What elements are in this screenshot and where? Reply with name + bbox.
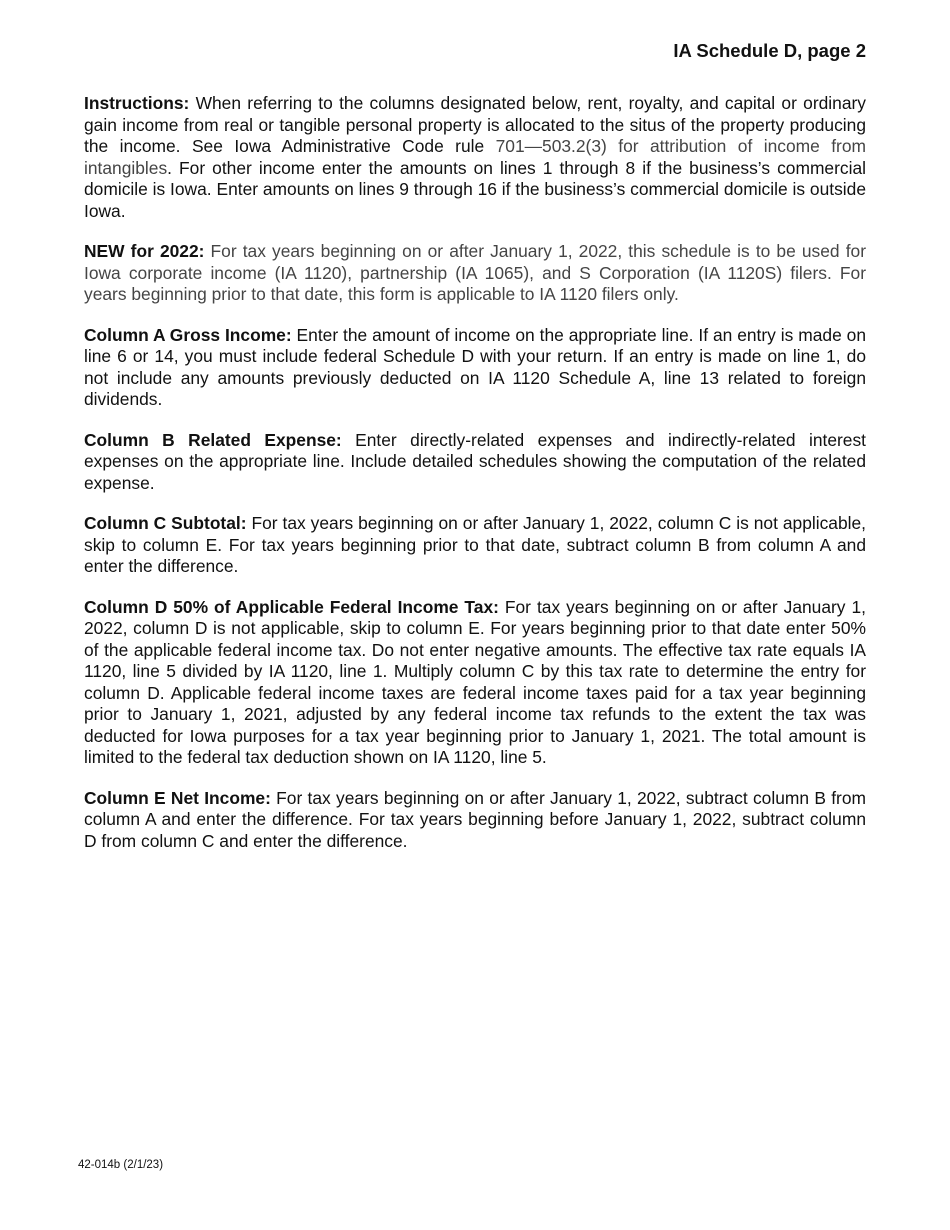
new-2022-paragraph — [84, 241, 866, 306]
instructions-body — [84, 93, 866, 871]
column-a-paragraph — [84, 325, 866, 411]
column-c-heading: Column C Subtotal: — [84, 513, 247, 533]
column-e-text: For tax years beginning on or after January 1, 2022, subtract column B from column A and enter the difference. For tax years beginning before January 1, 2022, subtract column D from column C and enter the difference. — [84, 787, 866, 851]
instructions-paragraph — [84, 93, 866, 222]
instructions-text: When referring to the columns designated below, rent, royalty, and capital or ordinary gain income from real or tangible personal property is allocated to the situs of the property producing the income. See Iowa Administrative Code rule — [84, 93, 866, 156]
column-d-paragraph — [84, 597, 866, 769]
column-c-paragraph — [84, 513, 866, 578]
instructions-text-continued: . For other income enter the amounts on lines 1 through 8 if the business’s commercial domicile is Iowa. Enter amounts on lines 9 through 16 if the business’s commercial domicile is outside Iowa. — [84, 157, 866, 221]
column-e-heading: Column E Net Income: — [84, 787, 271, 808]
instructions-heading: Instructions: — [84, 93, 190, 113]
column-a-text: Enter the amount of income on the appropriate line. If an entry is made on line 6 or 14, you must include federal Schedule D with your return. If an entry is made on line 1, do not include any amounts previously deducted on IA 1120 Schedule A, line 13 related to foreign dividends. — [84, 324, 866, 409]
new-2022-heading: NEW for 2022: — [84, 241, 205, 261]
page-title: IA Schedule D, page 2 — [673, 40, 866, 61]
column-b-paragraph — [84, 430, 866, 495]
column-b-text: Enter directly-related expenses and indirectly-related interest expenses on the appropriate line. Include detailed schedules showing the computation of the related expense. — [84, 429, 866, 493]
column-b-heading: Column B Related Expense: — [84, 429, 342, 450]
column-e-paragraph — [84, 788, 866, 853]
admin-code-rule-reference: 701—503.2(3) for attribution of income from intangibles — [84, 136, 866, 178]
column-d-heading: Column D 50% of Applicable Federal Income Tax: — [84, 596, 499, 617]
column-d-text: For tax years beginning on or after January 1, 2022, column D is not applicable, skip to column E. For years beginning prior to that date enter 50% of the applicable federal income tax. Do not enter negative amounts. The effective tax rate equals IA 1120, line 5 divided by IA 1120, line 1. Multiply column C by this tax rate to determine the entry for column D. Applicable federal income taxes are federal income taxes paid for a tax year beginning prior to January 1, 2021, adjusted by any federal income tax refunds to the extent the tax was deducted for Iowa purposes for a tax year beginning prior to January 1, 2021. The total amount is limited to the federal tax deduction shown on IA 1120, line 5. — [84, 596, 866, 767]
form-number: 42-014b (2/1/23) — [78, 1159, 164, 1171]
column-c-text: For tax years beginning on or after January 1, 2022, column C is not applicable, skip to column E. For tax years beginning prior to that date, subtract column B from column A and enter the difference. — [84, 513, 866, 576]
new-2022-text: For tax years beginning on or after January 1, 2022, this schedule is to be used for Iowa corporate income (IA 1120), partnership (IA 1065), and S Corporation (IA 1120S) filers. For years beginning prior to that date, this form is applicable to IA 1120 filers only. — [84, 241, 866, 304]
column-a-heading: Column A Gross Income: — [84, 324, 292, 345]
